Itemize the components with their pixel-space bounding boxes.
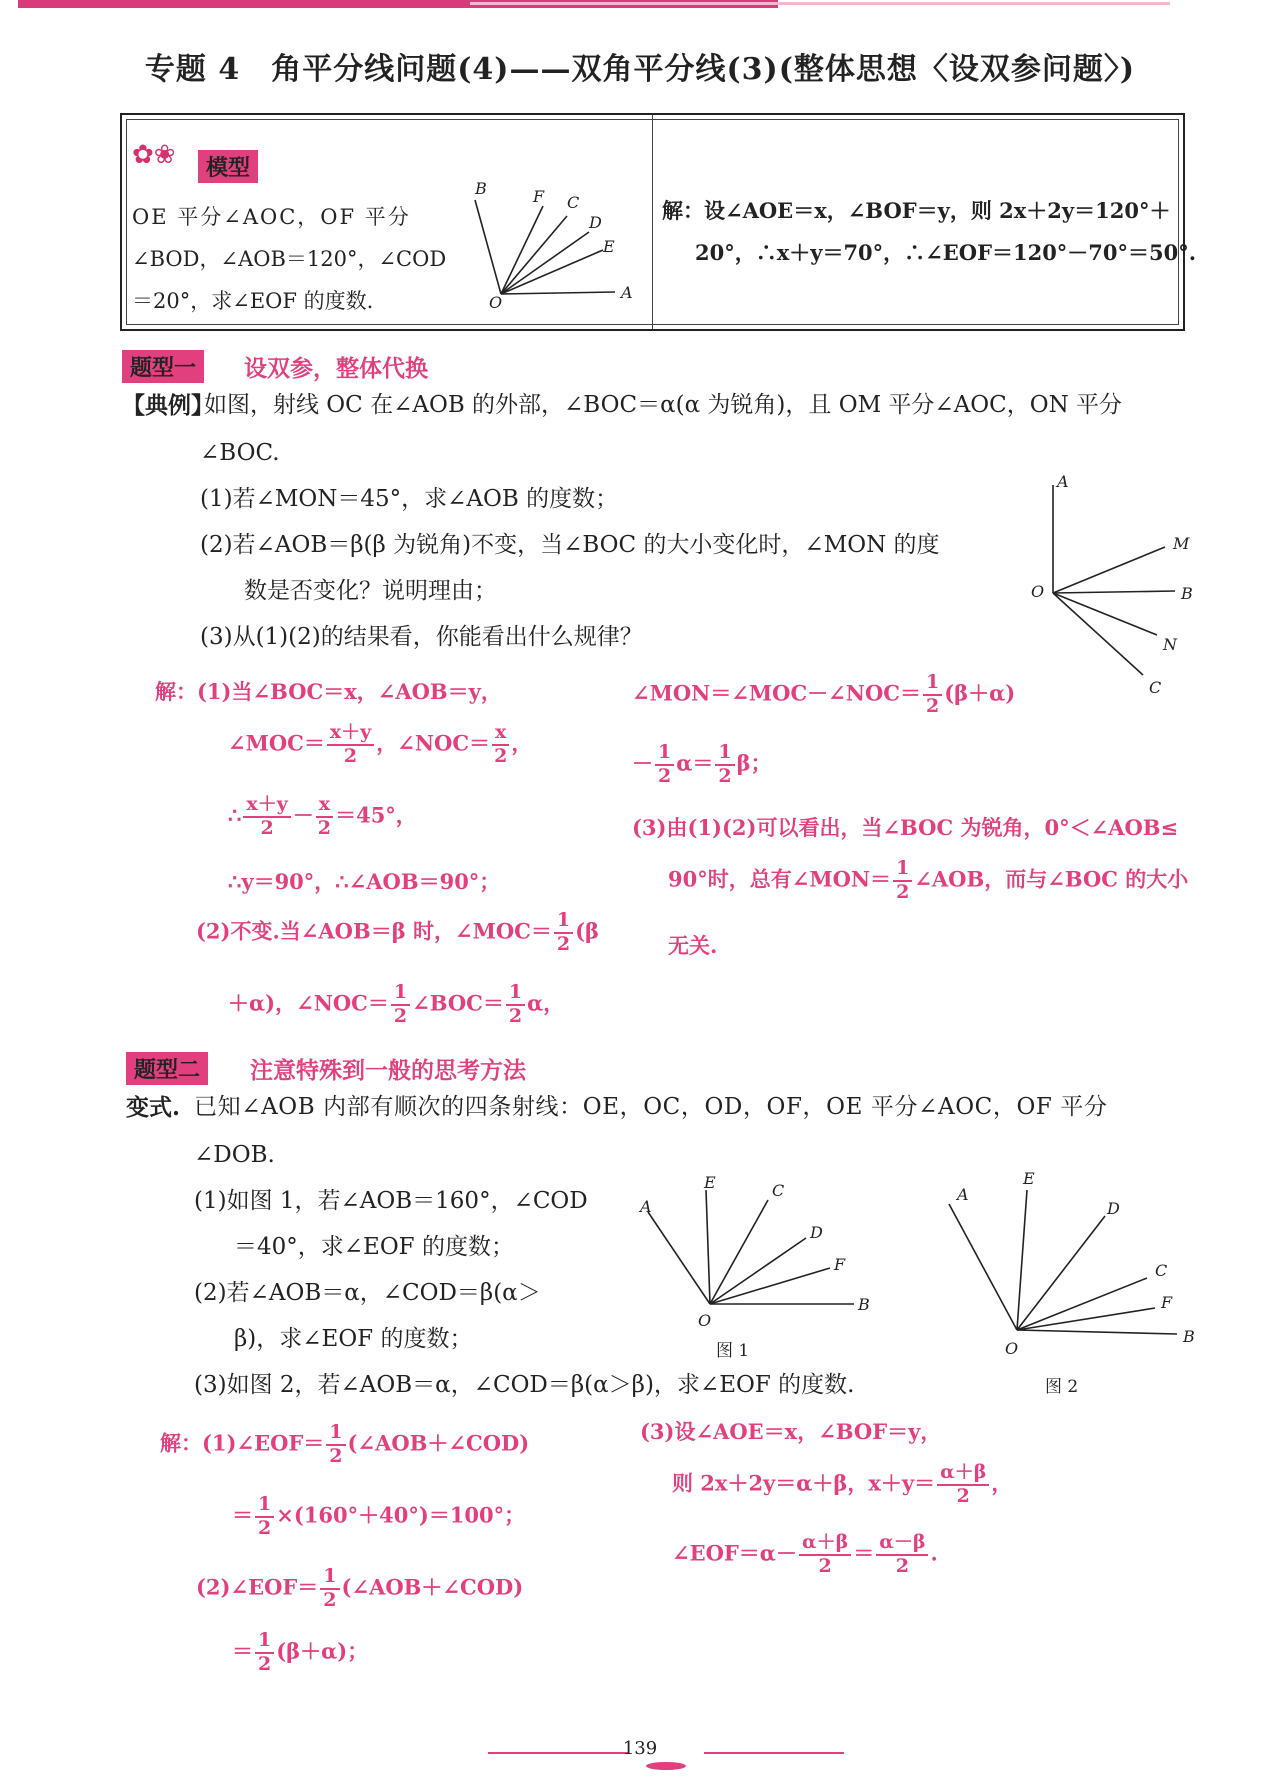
numerator: 1 [554,910,573,934]
type2-solution-right-1: (3)设∠AOE＝x，∠BOF＝y， [640,1419,942,1444]
numerator: 1 [391,982,410,1006]
page-number: 139 [622,1738,658,1759]
type2-stem-line-1: 已知∠AOB 内部有顺次的四条射线：OE，OC，OD，OF，OE 平分∠AOC，OF 平分 [194,1094,1108,1120]
fraction [655,742,674,788]
type1-question-2a: (2)若∠AOB＝β(β 为锐角)不变，当∠BOC 的大小变化时，∠MON 的度 [200,532,940,558]
sol-text: － [632,750,653,776]
sol-text: (β＋α)； [276,1638,369,1664]
type2-solution-line-2 [232,1494,525,1540]
type1-solution-right-5: 无关. [668,933,718,958]
label-o: O [698,1311,712,1330]
numerator: x [316,794,333,818]
sol-text: ＝ [232,1502,253,1528]
sol-text: ×(160°＋40°)＝100°； [276,1502,526,1528]
sol-text: (2)不变.当∠AOB＝β 时，∠MOC＝ [196,918,552,944]
label-e: E [603,237,615,256]
type1-title: 设双参，整体代换 [244,356,428,382]
denominator: 2 [508,1004,523,1027]
sol-text: 则 2x＋2y＝α＋β，x＋y＝ [672,1470,936,1496]
fraction [799,1532,851,1578]
denominator: 2 [818,1554,832,1577]
label-e: E [704,1173,716,1192]
type1-solution-right-3: (3)由(1)(2)可以看出，当∠BOC 为锐角，0°＜∠AOB≤ [632,815,1179,840]
figure-2-caption: 图 2 [1045,1377,1079,1397]
type2-solution-line-3 [196,1566,523,1612]
type1-question-1: (1)若∠MON＝45°，求∠AOB 的度数； [200,486,619,512]
label-d: D [810,1223,823,1242]
sol-text: β； [736,750,772,776]
fraction [326,1422,345,1468]
fraction [320,1566,339,1612]
sol-text: ∠EOF＝α－ [672,1540,797,1566]
denominator: 2 [260,816,274,839]
sol-text: ＝ [853,1540,875,1566]
numerator: x＋y [243,794,290,818]
type1-stem-line-1: 如图，射线 OC 在∠AOB 的外部，∠BOC＝α(α 为锐角)，且 OM 平分∠AOC，ON 平分 [204,392,1123,418]
type1-solution-line-2 [228,722,532,768]
denominator: 2 [323,1588,337,1611]
sol-text: ，∠NOC＝ [376,730,491,756]
type1-solution-line-6 [228,982,564,1028]
fraction [255,1630,274,1676]
type1-solution-right-2 [632,742,772,788]
type2-question-1a: (1)如图 1，若∠AOB＝160°，∠COD [194,1188,588,1214]
denominator: 2 [329,1444,343,1467]
ray-oe [501,250,603,294]
model-solution-line-2: 20°，∴x＋y＝70°，∴∠EOF＝120°－70°＝50°. [695,240,1197,265]
figure-2 [935,1168,1205,1368]
model-problem-line-2: ∠BOD，∠AOB＝120°，∠COD [132,247,447,271]
type1-solution-line-4: ∴y＝90°，∴∠AOB＝90°； [228,869,501,894]
model-problem-line-3: ＝20°，求∠EOF 的度数. [132,289,374,313]
sol-text: ＝ [232,1638,253,1664]
sol-text: . [930,1540,938,1566]
ray-om [1053,547,1165,593]
type2-question-1b: ＝40°，求∠EOF 的度数； [234,1234,514,1260]
fraction [876,1532,928,1578]
label-b: B [1181,584,1193,603]
type1-tag: 题型一 [122,350,204,383]
sol-text: (β [575,918,599,944]
sol-text: (∠AOB＋∠COD) [341,1574,524,1600]
numerator: α＋β [799,1532,851,1556]
denominator: 2 [556,932,571,955]
type2-question-2b: β)，求∠EOF 的度数； [234,1326,473,1352]
numerator: 1 [715,742,734,766]
sol-text: ∠MOC＝ [228,730,325,756]
label-f: F [834,1255,846,1274]
numerator: 1 [255,1494,274,1518]
type1-solution-line-3 [228,794,417,840]
example-label: 【典例】 [122,392,214,419]
label-m: M [1173,534,1190,553]
sol-text: ＝45°， [335,802,417,828]
sol-text: (β＋α) [944,680,1016,706]
label-b: B [858,1295,870,1314]
numerator: 1 [255,1630,274,1654]
type1-stem-line-2: ∠BOC. [200,440,280,466]
denominator: 2 [494,744,508,767]
label-o: O [1031,582,1045,601]
numerator: 1 [893,858,912,882]
type1-question-2b: 数是否变化？说明理由； [244,578,497,604]
fraction [937,1462,989,1508]
type2-solution-line-4 [232,1630,368,1676]
sol-text: (∠AOB＋∠COD) [347,1430,530,1456]
ray-oa [501,292,615,294]
label-a: A [957,1185,969,1204]
type2-question-2a: (2)若∠AOB＝α，∠COD＝β(α＞ [194,1280,541,1306]
numerator: 1 [506,982,525,1006]
fraction [391,982,410,1028]
fraction [492,722,509,768]
numerator: 1 [326,1422,345,1446]
label-f: F [1161,1293,1173,1312]
model-tag: 模型 [198,150,258,183]
fraction [715,742,734,788]
denominator: 2 [393,1004,408,1027]
denominator: 2 [343,744,358,767]
denominator: 2 [718,764,732,787]
figure-1 [628,1172,888,1352]
type2-question-3: (3)如图 2，若∠AOB＝α，∠COD＝β(α＞β)，求∠EOF 的度数. [194,1372,855,1398]
ray-ob [1053,591,1175,593]
label-c: C [1149,678,1162,697]
ray-of [501,206,543,294]
ray-oa [648,1212,710,1304]
label-b: B [1183,1327,1195,1346]
variant-label: 变式. [126,1094,181,1121]
type1-solution-right-1 [632,672,1015,718]
ray-oa [949,1204,1017,1330]
ray-oc [1053,593,1143,675]
sol-text: 解：(1)∠EOF＝ [160,1430,325,1456]
sol-text: α＝ [676,750,714,776]
page-title: 专题 4 角平分线问题(4)——双角平分线(3)(整体思想〈设双参问题〉) [144,52,1136,87]
fraction [255,1494,274,1540]
model-solution-line-1: 解：设∠AOE＝x，∠BOF＝y，则 2x＋2y＝120°＋ [662,198,1171,223]
book-ornament-icon [646,1762,686,1770]
ray-oe [706,1190,710,1304]
ray-of [1017,1308,1155,1330]
label-n: N [1163,635,1177,654]
label-f: F [533,187,545,206]
sol-text: (2)∠EOF＝ [196,1574,319,1600]
sol-text: α， [527,990,565,1016]
label-a: A [640,1197,652,1216]
type1-question-3: (3)从(1)(2)的结果看，你能看出什么规律？ [200,624,643,650]
fraction [506,982,525,1028]
type2-solution-right-2 [672,1462,1012,1508]
label-a: A [1057,475,1069,491]
denominator: 2 [896,880,910,903]
label-a: A [621,283,633,302]
numerator: α－β [876,1532,928,1556]
type2-solution-right-3 [672,1532,938,1578]
label-d: D [589,213,602,232]
fraction [327,722,374,768]
type1-solution-right-4 [668,858,1188,904]
sol-text: － [292,802,314,828]
ray-of [710,1268,830,1304]
ray-oe [1017,1190,1027,1330]
label-c: C [772,1181,785,1200]
ray-ob [1017,1330,1177,1334]
type2-tag: 题型二 [126,1052,208,1085]
model-problem-line-1: OE 平分∠AOC，OF 平分 [132,205,411,229]
fraction [554,910,573,956]
numerator: x [492,722,509,746]
denominator: 2 [258,1516,272,1539]
ray-on [1053,593,1157,635]
sol-text: ＋α)，∠NOC＝ [228,990,389,1016]
model-figure [465,180,645,310]
type2-stem-line-2: ∠DOB. [194,1142,275,1168]
fraction [243,794,290,840]
fraction [893,858,912,904]
flower-icon: ✿❀ [132,140,176,170]
ray-ob [475,200,501,294]
type1-solution-line-5 [196,910,599,956]
figure-1-caption: 图 1 [716,1341,750,1361]
numerator: 1 [320,1566,339,1590]
label-d: D [1107,1199,1120,1218]
sol-text: ∠AOB，而与∠BOC 的大小 [914,866,1189,892]
model-box-divider [652,115,653,329]
type1-solution-line-1: 解：(1)当∠BOC＝x，∠AOB＝y， [155,679,502,704]
sol-text: 90°时，总有∠MON＝ [668,866,892,892]
denominator: 2 [895,1554,909,1577]
label-c: C [567,193,580,212]
label-o: O [1005,1339,1019,1358]
numerator: x＋y [327,722,374,746]
fraction [316,794,333,840]
label-o: O [489,293,503,310]
label-c: C [1155,1261,1168,1280]
sol-text: ， [511,730,533,756]
type1-figure [1025,475,1225,705]
sol-text: ∠MON＝∠MOC－∠NOC＝ [632,680,921,706]
top-decorative-bar-light [470,2,1170,5]
numerator: 1 [655,742,674,766]
denominator: 2 [317,816,332,839]
fraction [923,672,942,718]
sol-text: ， [991,1470,1013,1496]
sol-text: ∴ [228,802,242,828]
type2-title: 注意特殊到一般的思考方法 [250,1058,526,1084]
denominator: 2 [658,764,672,787]
denominator: 2 [956,1484,970,1507]
label-b: B [475,180,487,198]
denominator: 2 [258,1652,272,1675]
label-e: E [1023,1169,1035,1188]
numerator: 1 [923,672,942,696]
type2-solution-line-1 [160,1422,529,1468]
denominator: 2 [925,694,940,717]
ray-od [710,1238,806,1304]
sol-text: ∠BOC＝ [412,990,504,1016]
numerator: α＋β [937,1462,989,1486]
